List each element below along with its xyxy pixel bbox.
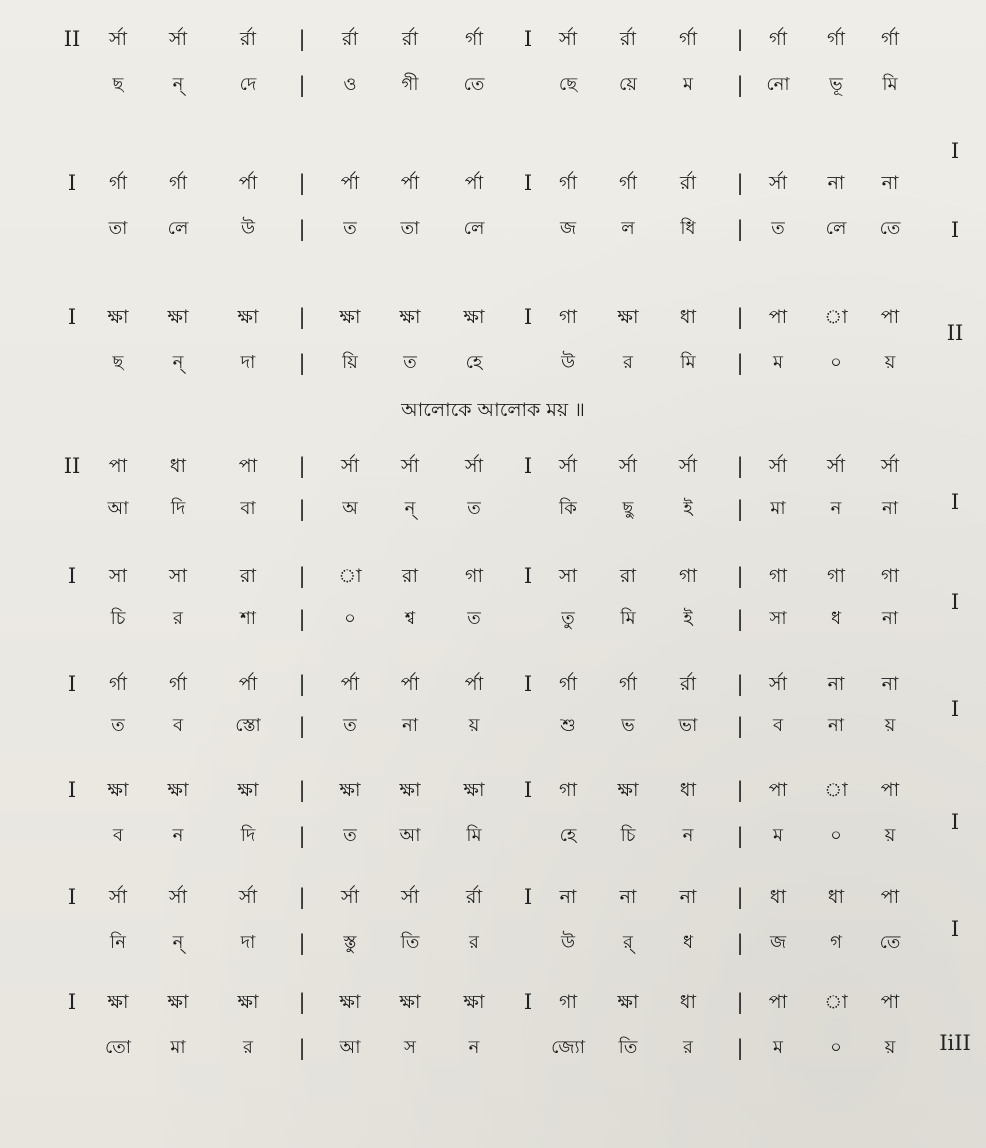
bar-separator: | — [736, 217, 744, 241]
lyric-syllable: ও — [343, 74, 357, 95]
lyric-syllable: দা — [240, 932, 256, 953]
bar-separator: I — [523, 305, 533, 329]
start-bar-marker: I — [67, 564, 77, 588]
swara-note: ক্ষা — [617, 306, 639, 328]
bar-separator: | — [736, 607, 744, 631]
swara-note: র্সা — [558, 455, 578, 477]
bar-separator: I — [523, 778, 533, 802]
bar-separator: | — [298, 497, 306, 521]
lyric-syllable: লে — [167, 218, 189, 239]
lyric-syllable: দে — [239, 74, 257, 95]
lyric-syllable: ম — [683, 74, 693, 95]
notation-notes-row — [0, 163, 986, 203]
lyric-syllable: ত — [467, 608, 481, 629]
lyric-syllable: মি — [882, 74, 898, 95]
swara-note: র্সা — [340, 886, 360, 908]
end-bar-marker: I — [950, 218, 960, 242]
lyric-syllable: তে — [879, 932, 901, 953]
lyric-syllable: ল — [621, 218, 635, 239]
swara-note: র্গা — [559, 673, 577, 695]
lyric-syllable: তি — [400, 932, 420, 953]
swara-note: পা — [880, 779, 900, 801]
swara-note: গা — [465, 565, 483, 587]
swara-note: ক্ষা — [463, 779, 485, 801]
bar-separator: | — [298, 607, 306, 631]
bar-separator: | — [298, 824, 306, 848]
swara-note: র্সা — [768, 455, 788, 477]
lyric-syllable: তা — [108, 218, 128, 239]
swara-note: র্সা — [768, 172, 788, 194]
lyric-syllable: য় — [884, 352, 896, 373]
swara-note: র্রা — [342, 28, 358, 50]
lyric-syllable: ব — [112, 825, 124, 846]
lyric-syllable: স — [404, 1037, 416, 1058]
lyric-syllable: বা — [240, 498, 256, 519]
swara-note: ক্ষা — [617, 779, 639, 801]
swara-note: ক্ষা — [107, 991, 129, 1013]
swara-note: ক্ষা — [399, 991, 421, 1013]
start-bar-marker: I — [67, 305, 77, 329]
lyric-syllable: য়ি — [342, 352, 358, 373]
swara-note: পা — [238, 455, 258, 477]
lyric-syllable: না — [882, 608, 898, 629]
lyric-syllable: ত — [403, 352, 417, 373]
lyric-syllable: মি — [620, 608, 636, 629]
bar-separator: | — [736, 1036, 744, 1060]
notation-notes-row — [0, 19, 986, 59]
lyric-syllable: ন্ — [172, 352, 184, 373]
swara-note: পা — [880, 306, 900, 328]
lyric-syllable: ই — [683, 608, 693, 629]
lyric-syllable: মা — [770, 498, 786, 519]
swara-note: র্গা — [109, 172, 127, 194]
bar-separator: | — [298, 27, 306, 51]
lyric-syllable: দা — [240, 352, 256, 373]
lyric-syllable: তে — [879, 218, 901, 239]
start-bar-marker: I — [67, 990, 77, 1014]
lyric-syllable: র্ — [623, 932, 633, 953]
bar-separator: | — [298, 778, 306, 802]
lyric-syllable: ভ — [621, 715, 635, 736]
end-bar-marker: I — [950, 917, 960, 941]
lyric-syllable: ত — [343, 715, 357, 736]
swara-note: া — [824, 306, 848, 328]
lyric-syllable: ন্ — [404, 498, 416, 519]
notation-notes-row — [0, 446, 986, 486]
bar-separator: | — [298, 885, 306, 909]
lyric-syllable: ই — [683, 498, 693, 519]
start-bar-marker: II — [63, 454, 81, 478]
swara-note: রা — [620, 565, 636, 587]
lyric-syllable: না — [828, 715, 844, 736]
lyric-syllable: তে — [463, 74, 485, 95]
swara-note: র্রা — [680, 673, 696, 695]
swara-note: না — [881, 172, 899, 194]
bar-separator: I — [523, 990, 533, 1014]
swara-note: র্গা — [769, 28, 787, 50]
swara-note: র্পা — [464, 673, 484, 695]
swara-note: র্গা — [827, 28, 845, 50]
bar-separator: | — [736, 73, 744, 97]
start-bar-marker: I — [67, 171, 77, 195]
swara-note: র্সা — [168, 886, 188, 908]
bar-separator: | — [736, 672, 744, 696]
swara-note: ক্ষা — [107, 306, 129, 328]
lyric-syllable: ম — [773, 1037, 783, 1058]
swara-note: সা — [108, 565, 128, 587]
swara-note: র্গা — [169, 673, 187, 695]
swara-note: রা — [402, 565, 418, 587]
swara-note: ক্ষা — [339, 306, 361, 328]
swara-note: র্সা — [768, 673, 788, 695]
swara-note: সা — [168, 565, 188, 587]
swara-note: পা — [880, 886, 900, 908]
swara-note: গা — [679, 565, 697, 587]
bar-separator: I — [523, 27, 533, 51]
swara-note: ধা — [827, 886, 845, 908]
swara-note: র্সা — [238, 886, 258, 908]
lyric-syllable: আ — [107, 498, 129, 519]
lyric-syllable: মা — [170, 1037, 186, 1058]
end-marker-row — [0, 582, 986, 622]
bar-separator: | — [298, 714, 306, 738]
bar-separator: | — [298, 990, 306, 1014]
lyric-syllable: ম — [773, 825, 783, 846]
swara-note: র্গা — [679, 28, 697, 50]
swara-note: র্সা — [880, 455, 900, 477]
lyric-syllable: ছু — [622, 498, 634, 519]
end-marker-row — [0, 909, 986, 949]
swara-note: পা — [768, 991, 788, 1013]
swara-note: ক্ষা — [339, 991, 361, 1013]
lyric-syllable: নি — [110, 932, 126, 953]
swara-note: র্সা — [108, 886, 128, 908]
swara-note: ক্ষা — [339, 779, 361, 801]
end-bar-marker: II — [946, 321, 964, 345]
swara-note: া — [338, 565, 362, 587]
swara-note: ক্ষা — [399, 306, 421, 328]
lyric-syllable: চি — [620, 825, 636, 846]
lyric-syllable: তু — [561, 608, 575, 629]
lyric-syllable: লে — [463, 218, 485, 239]
lyric-syllable: য় — [884, 715, 896, 736]
swara-note: র্পা — [340, 172, 360, 194]
lyric-syllable: দি — [170, 498, 186, 519]
lyric-syllable: স্তু — [343, 932, 357, 953]
end-bar-marker: IiII — [939, 1031, 971, 1055]
swara-note: র্সা — [400, 455, 420, 477]
swara-note: র্সা — [678, 455, 698, 477]
lyric-syllable: ব — [172, 715, 184, 736]
lyric-syllable: জ্যো — [551, 1037, 585, 1058]
swara-note: র্গা — [619, 172, 637, 194]
bar-separator: | — [298, 305, 306, 329]
swara-note: ক্ষা — [237, 991, 259, 1013]
bar-separator: | — [736, 171, 744, 195]
lyric-syllable: ম — [773, 352, 783, 373]
swara-note: না — [559, 886, 577, 908]
lyric-syllable: গী — [401, 74, 419, 95]
swara-note: র্রা — [402, 28, 418, 50]
bar-separator: | — [736, 824, 744, 848]
lyric-syllable: না — [402, 715, 418, 736]
lyric-syllable: উ — [560, 352, 576, 373]
lyric-syllable: গ — [830, 932, 842, 953]
lyric-syllable: ত — [343, 825, 357, 846]
bar-separator: | — [736, 305, 744, 329]
bar-separator: | — [298, 564, 306, 588]
lyric-syllable: তি — [618, 1037, 638, 1058]
swara-note: র্গা — [619, 673, 637, 695]
swara-note: র্রা — [680, 172, 696, 194]
bar-separator: | — [736, 714, 744, 738]
swara-note: র্সা — [168, 28, 188, 50]
swara-note: র্পা — [238, 172, 258, 194]
swara-note: ক্ষা — [617, 991, 639, 1013]
bar-separator: I — [523, 171, 533, 195]
lyric-syllable: ভা — [678, 715, 698, 736]
swara-note: গা — [769, 565, 787, 587]
lyric-syllable: ধ — [830, 608, 842, 629]
lyric-syllable: ন — [172, 825, 184, 846]
bar-separator: I — [523, 564, 533, 588]
lyric-syllable: য় — [468, 715, 480, 736]
swara-note: ক্ষা — [107, 779, 129, 801]
swara-note: ক্ষা — [463, 991, 485, 1013]
swara-note: র্সা — [826, 455, 846, 477]
lyric-syllable: য়ে — [619, 74, 637, 95]
bar-separator: | — [736, 778, 744, 802]
lyric-syllable: র — [173, 608, 183, 629]
swara-note: রা — [240, 565, 256, 587]
lyric-syllable: নো — [766, 74, 790, 95]
lyric-syllable: য় — [884, 1037, 896, 1058]
lyric-syllable: হে — [559, 825, 577, 846]
lyric-syllable: ত — [343, 218, 357, 239]
lyric-syllable: ০ — [344, 608, 356, 629]
swara-note: র্রা — [620, 28, 636, 50]
bar-separator: | — [736, 351, 744, 375]
swara-note: পা — [768, 779, 788, 801]
swara-note: না — [881, 673, 899, 695]
lyric-syllable: ব — [772, 715, 784, 736]
lyric-syllable: ত — [111, 715, 125, 736]
swara-note: ধা — [679, 991, 697, 1013]
swara-note: র্গা — [169, 172, 187, 194]
swara-note: পা — [768, 306, 788, 328]
lyric-syllable: ত — [771, 218, 785, 239]
lyric-syllable: জ — [769, 932, 787, 953]
bar-separator: I — [523, 885, 533, 909]
lyric-syllable: তো — [104, 1037, 132, 1058]
end-marker-row — [0, 482, 986, 522]
lyric-syllable: ন্ — [172, 74, 184, 95]
lyric-syllable: জ — [559, 218, 577, 239]
swara-note: গা — [559, 306, 577, 328]
lyric-syllable: র — [243, 1037, 253, 1058]
lyric-syllable: ছে — [558, 74, 578, 95]
lyric-syllable: লে — [825, 218, 847, 239]
bar-separator: | — [298, 217, 306, 241]
swara-note: া — [824, 991, 848, 1013]
bar-separator: | — [736, 990, 744, 1014]
swara-note: র্সা — [464, 455, 484, 477]
swara-note: না — [679, 886, 697, 908]
swara-note: গা — [559, 779, 577, 801]
swara-note: ক্ষা — [399, 779, 421, 801]
bar-separator: | — [298, 931, 306, 955]
lyric-syllable: তা — [400, 218, 420, 239]
swara-note: র্গা — [465, 28, 483, 50]
swara-note: র্সা — [340, 455, 360, 477]
bar-separator: | — [298, 454, 306, 478]
lyric-syllable: শ্ব — [404, 608, 416, 629]
lyric-syllable: ধ — [682, 932, 694, 953]
bar-separator: | — [298, 672, 306, 696]
lyric-syllable: ধি — [680, 218, 696, 239]
swara-note: র্পা — [238, 673, 258, 695]
lyric-syllable: ০ — [830, 825, 842, 846]
swara-note: ক্ষা — [237, 306, 259, 328]
swara-note: র্গা — [109, 673, 127, 695]
lyric-syllable: ০ — [830, 352, 842, 373]
swara-note: া — [824, 779, 848, 801]
swara-note: র্পা — [400, 673, 420, 695]
lyric-syllable: ন — [830, 498, 842, 519]
lyric-syllable: উ — [560, 932, 576, 953]
lyric-syllable: র — [623, 352, 633, 373]
bar-separator: I — [523, 454, 533, 478]
swara-note: র্পা — [400, 172, 420, 194]
end-marker-row — [0, 210, 986, 250]
swara-note: ধা — [679, 306, 697, 328]
swara-note: র্সা — [108, 28, 128, 50]
end-bar-marker: I — [950, 697, 960, 721]
swara-note: ধা — [169, 455, 187, 477]
lyric-syllable: আ — [399, 825, 421, 846]
swara-note: র্রা — [466, 886, 482, 908]
lyric-syllable: ন — [682, 825, 694, 846]
swara-note: পা — [880, 991, 900, 1013]
swara-note: না — [827, 172, 845, 194]
lyric-syllable: হে — [465, 352, 483, 373]
swara-note: র্রা — [240, 28, 256, 50]
swara-note: না — [619, 886, 637, 908]
lyric-syllable: ত — [467, 498, 481, 519]
swara-note: না — [827, 673, 845, 695]
swara-note: র্সা — [400, 886, 420, 908]
bar-separator: | — [298, 171, 306, 195]
lyric-syllable: শা — [240, 608, 256, 629]
lyric-syllable: ন — [468, 1037, 480, 1058]
start-bar-marker: I — [67, 672, 77, 696]
swara-note: র্গা — [881, 28, 899, 50]
swara-note: ক্ষা — [237, 779, 259, 801]
swara-note: ধা — [679, 779, 697, 801]
start-bar-marker: I — [67, 778, 77, 802]
refrain-line: আলোকে আলোক ময় ॥ — [401, 399, 585, 421]
lyric-syllable: ভূ — [829, 74, 843, 95]
bar-separator: | — [736, 27, 744, 51]
start-bar-marker: I — [67, 885, 77, 909]
swara-note: ক্ষা — [167, 306, 189, 328]
start-bar-marker: II — [63, 27, 81, 51]
swara-note: সা — [558, 565, 578, 587]
end-bar-marker: I — [950, 590, 960, 614]
lyric-syllable: র — [469, 932, 479, 953]
bar-separator: | — [298, 1036, 306, 1060]
lyric-syllable: ছ — [112, 352, 124, 373]
end-marker-row — [0, 313, 986, 353]
lyric-syllable: শু — [560, 715, 576, 736]
bar-separator: | — [736, 454, 744, 478]
swara-note: পা — [108, 455, 128, 477]
lyric-syllable: কি — [559, 498, 577, 519]
swara-note: ক্ষা — [167, 991, 189, 1013]
lyric-syllable: ছ — [112, 74, 124, 95]
end-marker-row — [0, 802, 986, 842]
lyric-syllable: উ — [240, 218, 256, 239]
lyric-syllable: ন্ — [172, 932, 184, 953]
lyric-syllable: য় — [884, 825, 896, 846]
end-marker-row — [0, 1023, 986, 1063]
end-marker-row — [0, 689, 986, 729]
lyric-syllable: দি — [240, 825, 256, 846]
swara-note: ক্ষা — [167, 779, 189, 801]
swara-note: ক্ষা — [463, 306, 485, 328]
lyric-syllable: না — [882, 498, 898, 519]
bar-separator: | — [298, 73, 306, 97]
swara-note: গা — [881, 565, 899, 587]
bar-separator: | — [736, 931, 744, 955]
bar-separator: I — [523, 672, 533, 696]
lyric-syllable: আ — [339, 1037, 361, 1058]
swara-note: র্সা — [558, 28, 578, 50]
swara-note: র্পা — [340, 673, 360, 695]
lyric-syllable: চি — [110, 608, 126, 629]
lyric-syllable: মি — [680, 352, 696, 373]
lyric-syllable: সা — [769, 608, 787, 629]
notation-notes-row — [0, 982, 986, 1022]
end-bar-marker: I — [950, 810, 960, 834]
swara-note: র্পা — [464, 172, 484, 194]
swara-note: ধা — [769, 886, 787, 908]
bar-separator: | — [298, 351, 306, 375]
bar-separator: | — [736, 564, 744, 588]
lyric-row — [0, 65, 986, 105]
lyric-syllable: অ — [342, 498, 358, 519]
end-bar-marker: I — [950, 139, 960, 163]
swara-note: র্গা — [559, 172, 577, 194]
lyric-syllable: ০ — [830, 1037, 842, 1058]
lyric-syllable: স্তো — [235, 715, 261, 736]
bar-separator: | — [736, 497, 744, 521]
swara-note: র্সা — [618, 455, 638, 477]
lyric-syllable: র — [683, 1037, 693, 1058]
lyric-syllable: মি — [466, 825, 482, 846]
swara-note: গা — [559, 991, 577, 1013]
end-bar-marker: I — [950, 490, 960, 514]
bar-separator: | — [736, 885, 744, 909]
swara-note: গা — [827, 565, 845, 587]
